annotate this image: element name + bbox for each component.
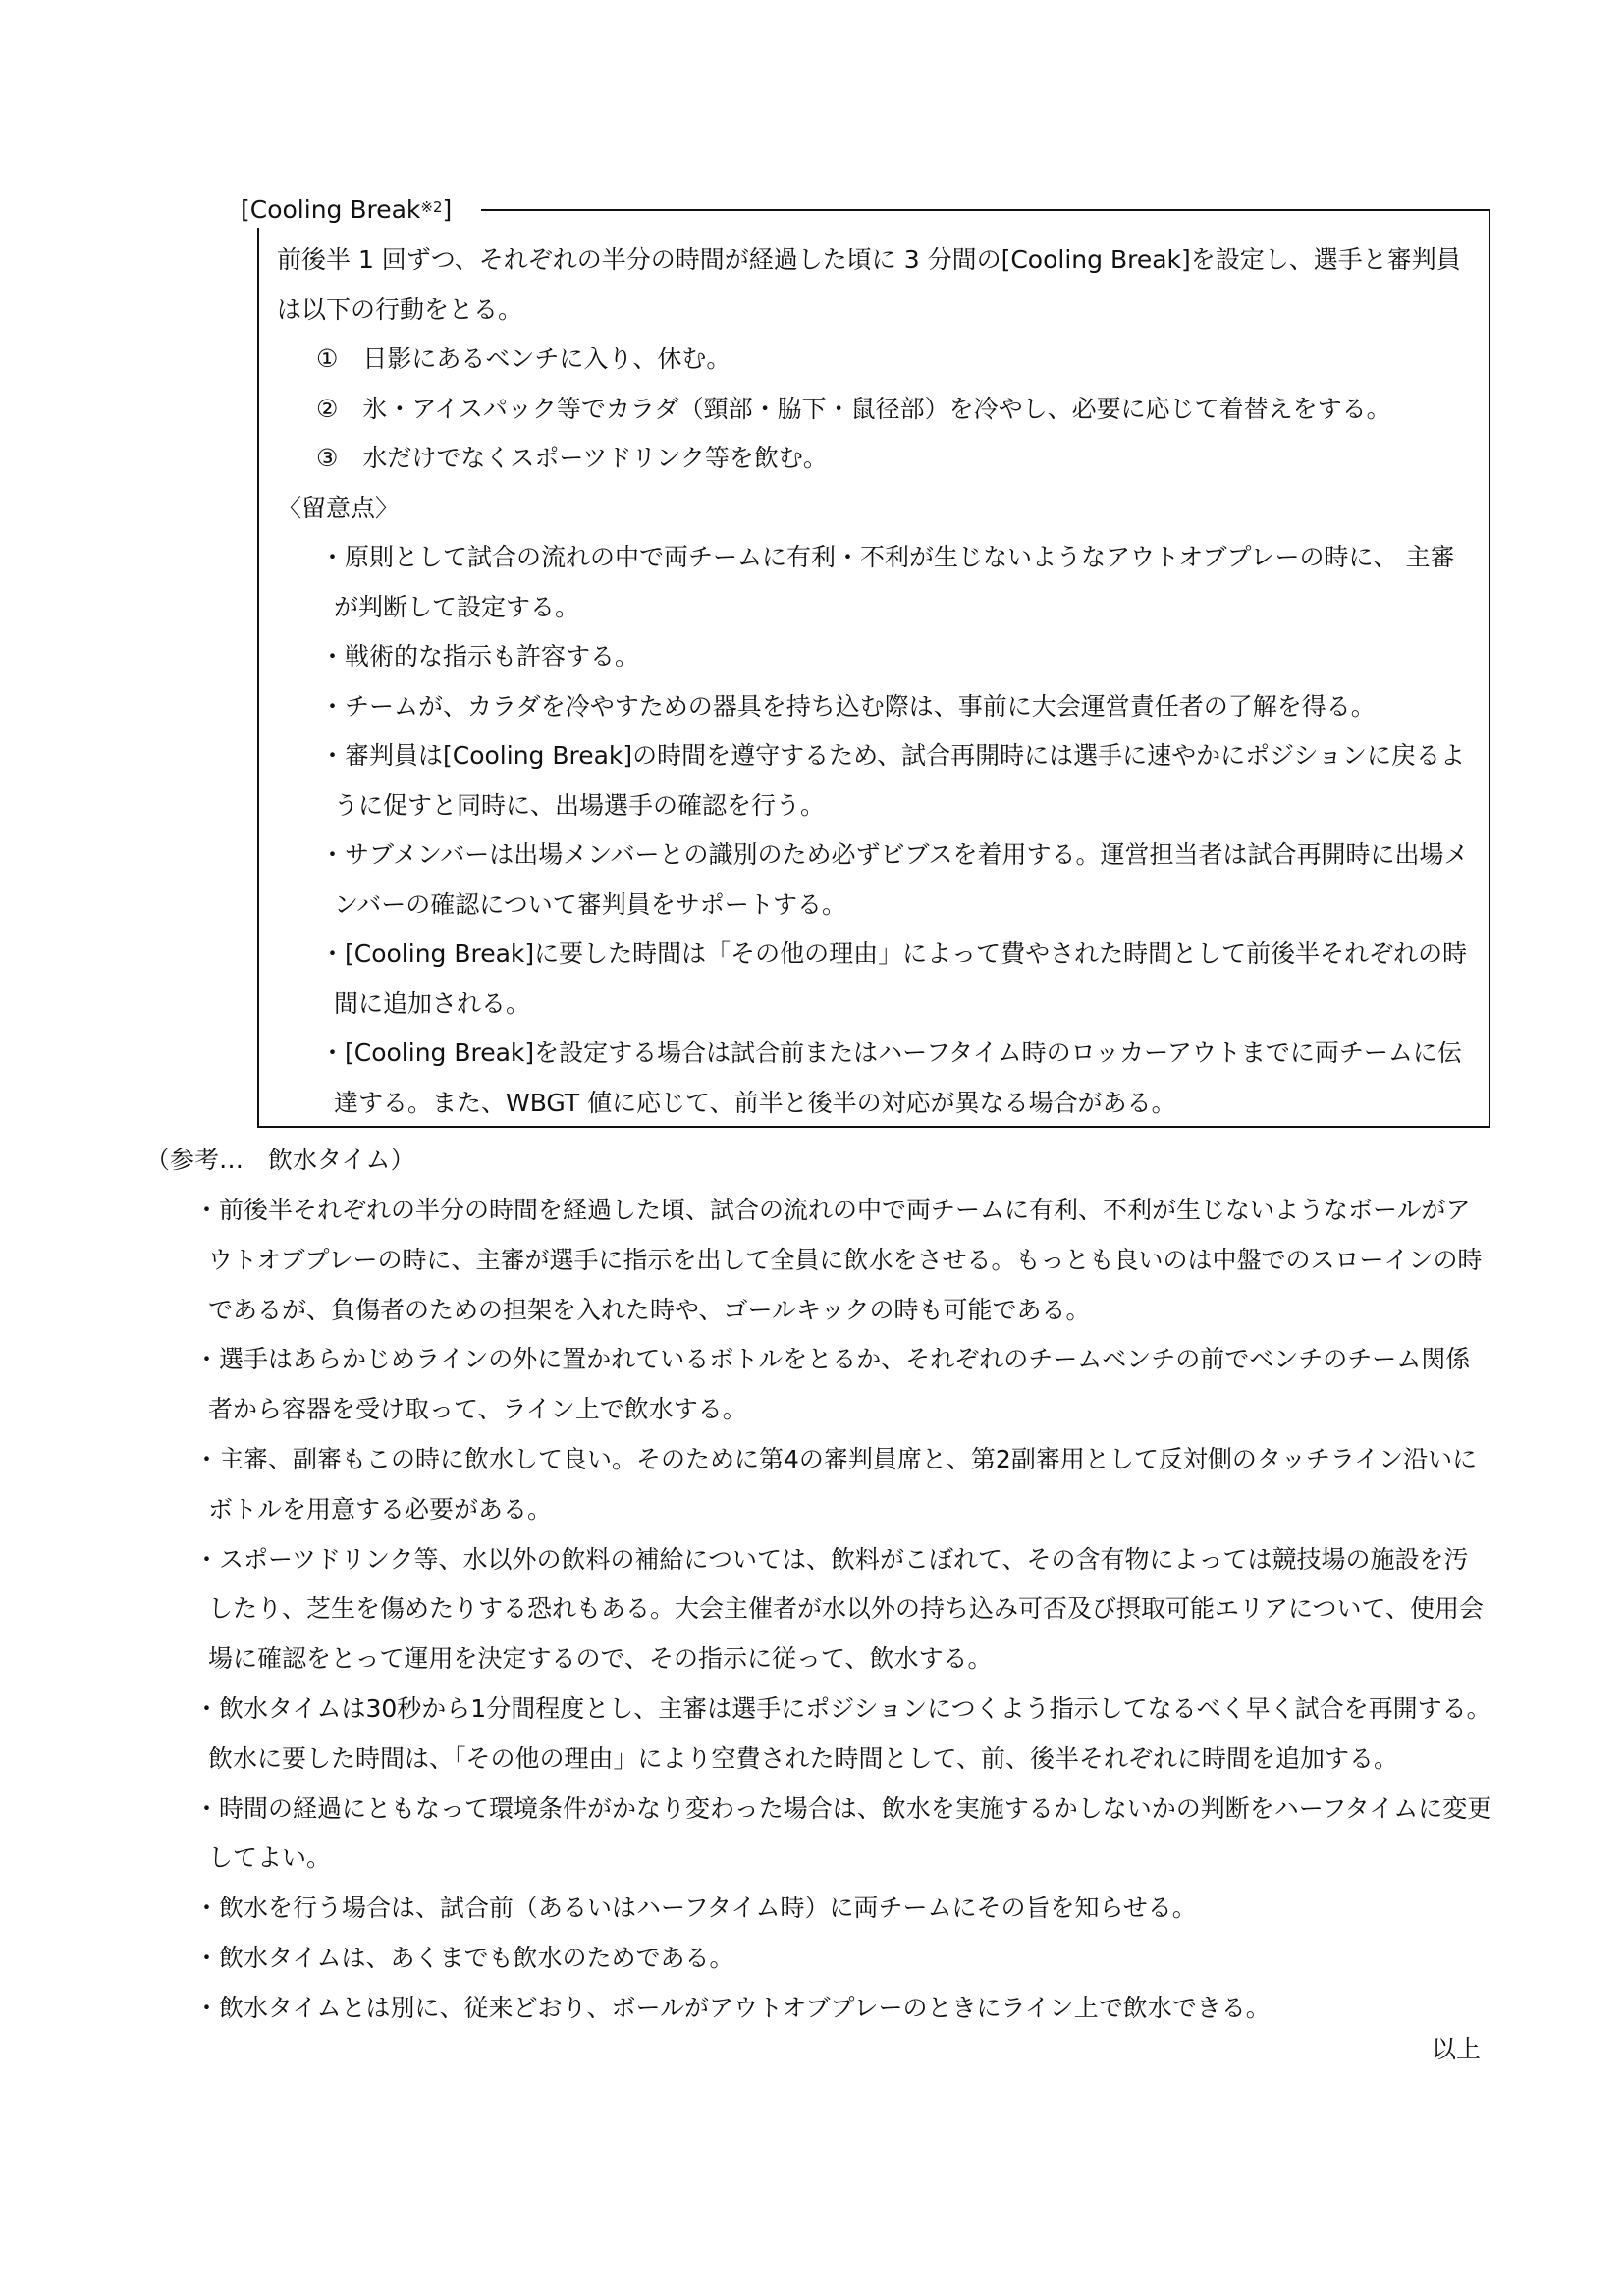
note-item: ・チームが、カラダを冷やすための器具を持ち込む際は、事前に大会運営責任者の了解を得る。: [320, 691, 1376, 721]
end-mark: 以上: [1432, 2035, 1482, 2063]
reference-item: ・時間の経過にともなって環境条件がかなり変わった場合は、飲水を実施するかしないかの判断をハーフタイムに変更してよい。: [194, 1793, 1492, 1873]
note-item: ・審判員は[Cooling Break]の時間を遵守するため、試合再開時には選手に速やかにポジションに戻るように促すと同時に、出場選手の確認を行う。: [320, 741, 1466, 820]
reference-item: ・飲水タイムとは別に、従来どおり、ボールがアウトオブプレーのときにライン上で飲水できる。: [194, 1993, 1271, 2022]
note-item: ・原則として試合の流れの中で両チームに有利・不利が生じないようなアウトオブプレーの時に、 主審が判断して設定する。: [320, 543, 1455, 621]
reference-list: [187, 1186, 1492, 2034]
reference-item: ・飲水タイムは、あくまでも飲水のためである。: [194, 1943, 734, 1972]
note-item: ・[Cooling Break]に要した時間は「その他の理由」によって費やされた時間として前後半それぞれの時間に追加される。: [320, 939, 1468, 1018]
cooling-break-content: [277, 236, 1473, 1128]
reference-item: ・選手はあらかじめラインの外に置かれているボトルをとるか、それぞれのチームベンチの前でベンチのチーム関係者から容器を受け取って、ライン上で飲水する。: [194, 1345, 1471, 1424]
cooling-break-intro: 前後半 1 回ずつ、それぞれの半分の時間が経過した頃に 3 分間の[Cooling Break]を設定し、選手と審判員は以下の行動をとる。: [277, 245, 1461, 324]
reference-item: ・前後半それぞれの半分の時間を経過した頃、試合の流れの中で両チームに有利、不利が生じないようなボールがアウトオブプレーの時に、主審が選手に指示を出して全員に飲水をさせる。もっとも良いのは中盤でのスローインの時であるが、負傷者のための担架を入れた時や、ゴールキックの時も可能である。: [194, 1196, 1483, 1324]
note-item: ・戦術的な指示も許容する。: [320, 642, 640, 670]
reference-item: ・主審、副審もこの時に飲水して良い。そのために第4の審判員席と、第2副審用として反対側のタッチライン沿いにボトルを用意する必要がある。: [194, 1444, 1478, 1523]
note-item: ・[Cooling Break]を設定する場合は試合前またはハーフタイム時のロッカーアウトまでに両チームに伝達する。また、WBGT 値に応じて、前半と後半の対応が異なる場合がある。: [320, 1039, 1462, 1117]
reference-item: ・飲水タイムは30秒から1分間程度とし、主審は選手にポジションにつくよう指示してなるべく早く試合を再開する。飲水に要した時間は、「その他の理由」により空費された時間として、前、後半それぞれに時間を追加する。: [194, 1693, 1491, 1773]
notes-heading: 〈留意点〉: [277, 493, 401, 522]
note-item: ・サブメンバーは出場メンバーとの識別のため必ずビブスを着用する。運営担当者は試合再開時に出場メンバーの確認について審判員をサポートする。: [320, 840, 1469, 919]
reference-item: ・スポーツドリンク等、水以外の飲料の補給については、飲料がこぼれて、その含有物によっては競技場の施設を汚したり、芝生を傷めたりする恐れもある。大会主催者が水以外の持ち込み可否及び摂取可能エリアについて、使用会場に確認をとって運用を決定するので、その指示に従って、飲水する。: [194, 1544, 1485, 1674]
reference-heading: （参考… 飲水タイム）: [145, 1146, 415, 1174]
step-item: ③ 水だけでなくスポーツドリンク等を飲む。: [316, 444, 828, 472]
cooling-break-heading: [Cooling Break$^{※2}$]: [241, 192, 461, 228]
footnote-marker: ※2: [420, 198, 443, 216]
step-item: ② 氷・アイスパック等でカラダ（頸部・脇下・鼠径部）を冷やし、必要に応じて着替えをする。: [316, 394, 1391, 423]
reference-item: ・飲水を行う場合は、試合前（あるいはハーフタイム時）に両チームにその旨を知らせる。: [194, 1894, 1197, 1923]
step-item: ① 日影にあるベンチに入り、休む。: [316, 345, 731, 373]
